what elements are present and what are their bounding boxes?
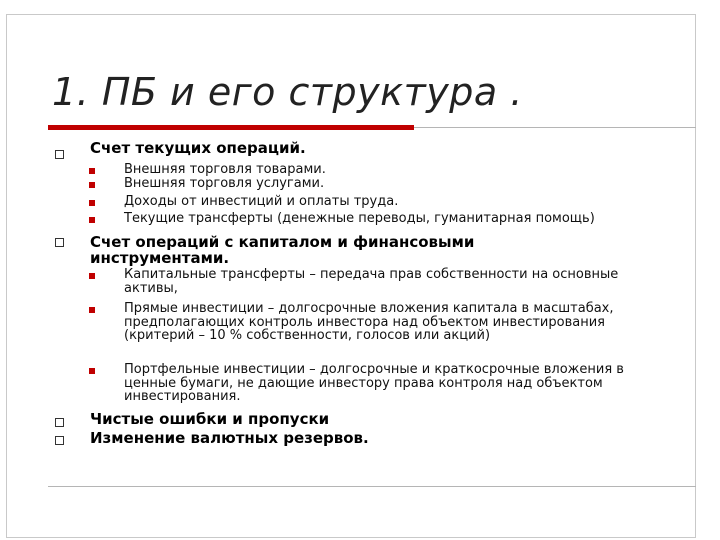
title-rule: [414, 127, 696, 128]
list-item: Портфельные инвестиции – долгосрочные и краткосрочные вложения в ценные бумаги, не дающие инвестору права контроля над объектом инвестирования.: [124, 362, 624, 404]
list-item: Внешняя торговля товарами.: [124, 162, 326, 177]
list-item: Внешняя торговля услугами.: [124, 176, 325, 191]
section-heading: Счет текущих операций.: [90, 139, 306, 157]
section-heading: Изменение валютных резервов.: [90, 429, 369, 447]
list-item: Прямые инвестиции – долгосрочные вложения капитала в масштабах, предполагающих контроль инвестора над объектом инвестирования (критерий – 10 % собственности, голосов или акций): [124, 301, 614, 343]
square-bullet-icon: [89, 217, 95, 223]
footer-rule: [48, 486, 696, 487]
title-accent-rule: [48, 125, 414, 130]
hollow-square-bullet-icon: [55, 418, 64, 427]
hollow-square-bullet-icon: [55, 436, 64, 445]
square-bullet-icon: [89, 168, 95, 174]
list-item: Текущие трансферты (денежные переводы, гуманитарная помощь): [124, 211, 595, 226]
square-bullet-icon: [89, 273, 95, 279]
hollow-square-bullet-icon: [55, 238, 64, 247]
list-item: Капитальные трансферты – передача прав собственности на основные активы,: [124, 267, 619, 296]
slide-title: 1. ПБ и его структура .: [52, 70, 523, 114]
list-item: Доходы от инвестиций и оплаты труда.: [124, 194, 399, 209]
hollow-square-bullet-icon: [55, 150, 64, 159]
section-heading: Счет операций с капиталом и финансовыми инструментами.: [90, 233, 475, 267]
square-bullet-icon: [89, 200, 95, 206]
section-heading: Чистые ошибки и пропуски: [90, 410, 330, 428]
square-bullet-icon: [89, 368, 95, 374]
square-bullet-icon: [89, 182, 95, 188]
square-bullet-icon: [89, 307, 95, 313]
